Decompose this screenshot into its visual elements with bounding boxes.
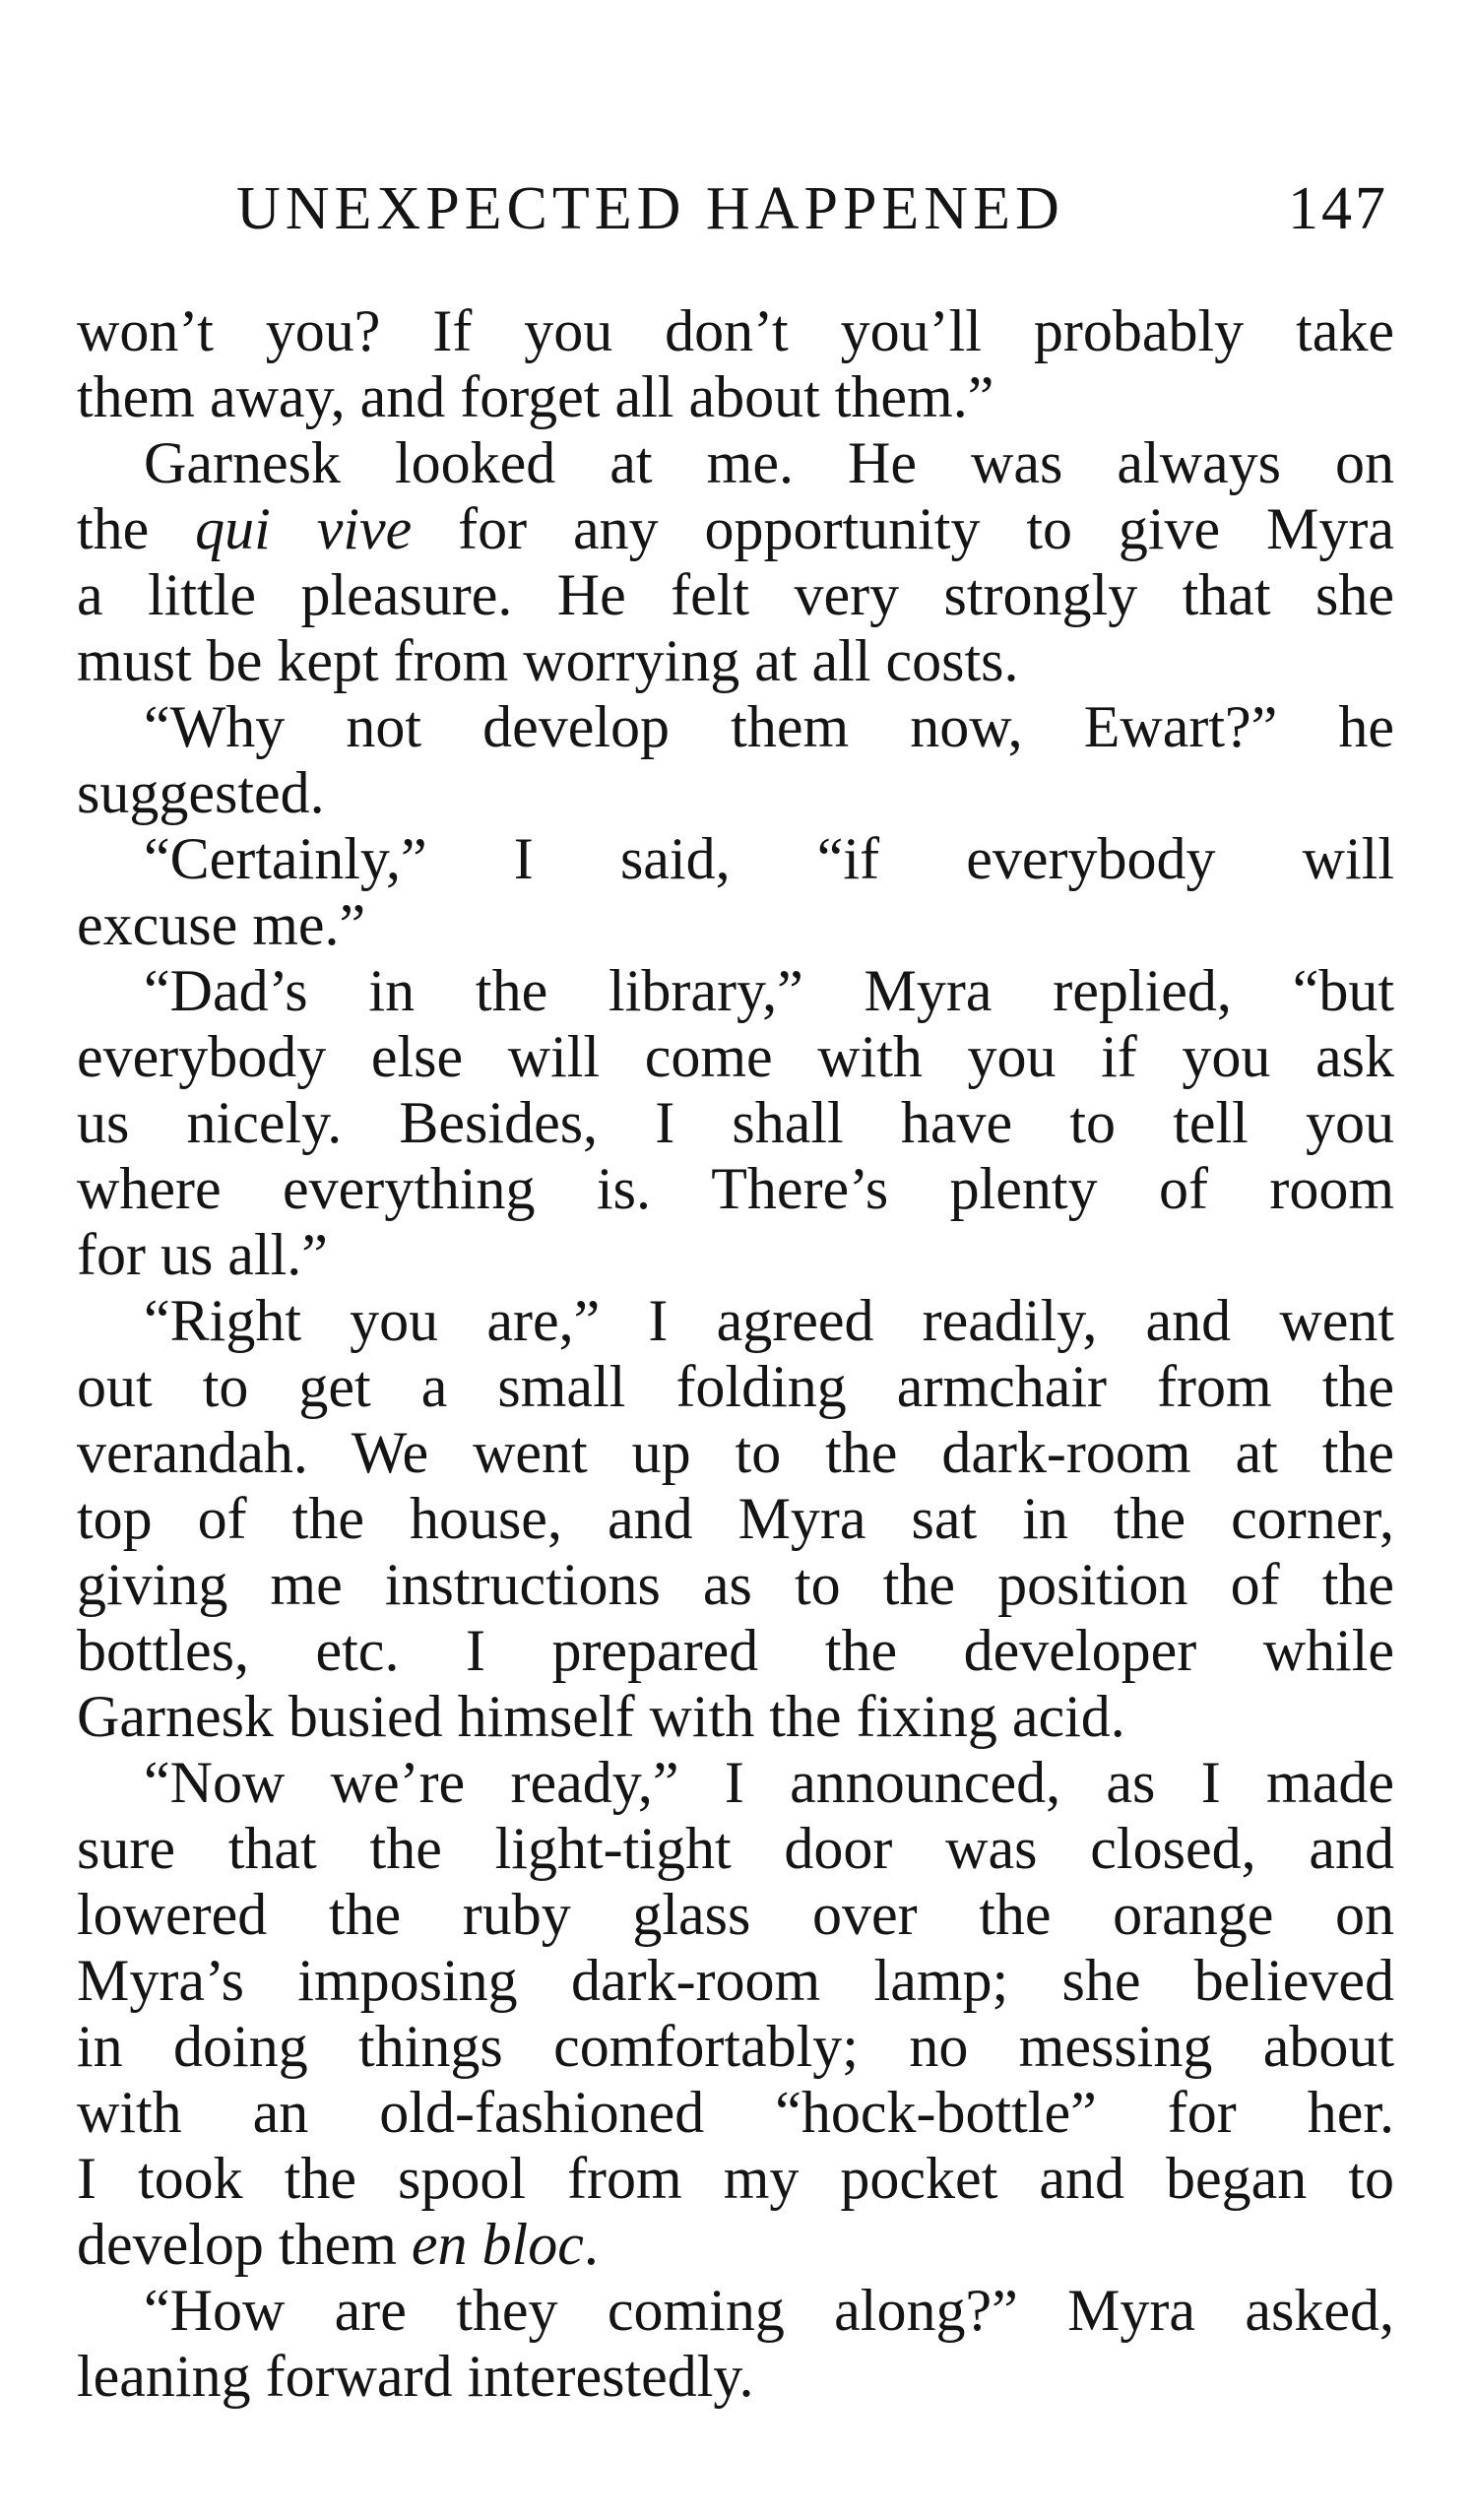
text-line: “Now we’re ready,” I announced, as I made xyxy=(144,1750,1394,1815)
text-line xyxy=(77,2212,1394,2278)
running-head xyxy=(79,169,1388,248)
text-segment: develop them xyxy=(77,2212,412,2277)
text-segment: . xyxy=(583,2212,599,2277)
text-line: sure that the light-tight door was closed, and xyxy=(77,1816,1394,1881)
text-line: I took the spool from my pocket and began to xyxy=(77,2146,1394,2211)
text-segment: the xyxy=(77,496,196,561)
page-number: 147 xyxy=(1288,175,1388,242)
text-line: them away, and forget all about them.” xyxy=(77,364,994,429)
text-line: in doing things comfortably; no messing about xyxy=(77,2014,1394,2079)
text-line: excuse me.” xyxy=(77,892,366,957)
text-line: “Dad’s in the library,” Myra replied, “but xyxy=(144,958,1394,1023)
text-line: with an old-fashioned “hock-bottle” for her. xyxy=(77,2080,1394,2145)
text-line: bottles, etc. I prepared the developer while xyxy=(77,1618,1394,1683)
text-line: us nicely. Besides, I shall have to tell you xyxy=(77,1090,1394,1155)
text-line: everybody else will come with you if you ask xyxy=(77,1024,1394,1089)
text-line: a little pleasure. He felt very strongly that she xyxy=(77,562,1394,627)
italic-phrase: en bloc xyxy=(411,2212,584,2277)
text-line: leaning forward interestedly. xyxy=(77,2344,754,2409)
text-line: “Certainly,” I said, “if everybody will xyxy=(144,826,1394,891)
text-line: lowered the ruby glass over the orange on xyxy=(77,1882,1394,1947)
body-text xyxy=(77,298,1394,2410)
text-line: “Why not develop them now, Ewart?” he xyxy=(144,694,1394,759)
text-line: must be kept from worrying at all costs. xyxy=(77,628,1019,693)
text-line: for us all.” xyxy=(77,1222,328,1287)
text-line: giving me instructions as to the position of the xyxy=(77,1552,1394,1617)
text-line: “How are they coming along?” Myra asked, xyxy=(144,2278,1394,2343)
text-line: where everything is. There’s plenty of room xyxy=(77,1156,1394,1221)
text-line: Garnesk looked at me. He was always on xyxy=(144,430,1394,495)
italic-phrase: qui vive xyxy=(195,496,413,561)
text-line: Garnesk busied himself with the fixing acid. xyxy=(77,1684,1125,1749)
text-line xyxy=(77,496,1394,562)
text-line: “Right you are,” I agreed readily, and went xyxy=(144,1288,1394,1353)
text-line: verandah. We went up to the dark-room at the xyxy=(77,1420,1394,1485)
text-line: suggested. xyxy=(77,760,325,825)
text-segment: for any opportunity to give Myra xyxy=(412,496,1394,561)
text-line: Myra’s imposing dark-room lamp; she believed xyxy=(77,1948,1394,2013)
text-line: won’t you? If you don’t you’ll probably take xyxy=(77,298,1394,363)
text-line: top of the house, and Myra sat in the corner, xyxy=(77,1486,1394,1551)
text-line: out to get a small folding armchair from the xyxy=(77,1354,1394,1419)
running-title: UNEXPECTED HAPPENED xyxy=(236,175,1064,242)
